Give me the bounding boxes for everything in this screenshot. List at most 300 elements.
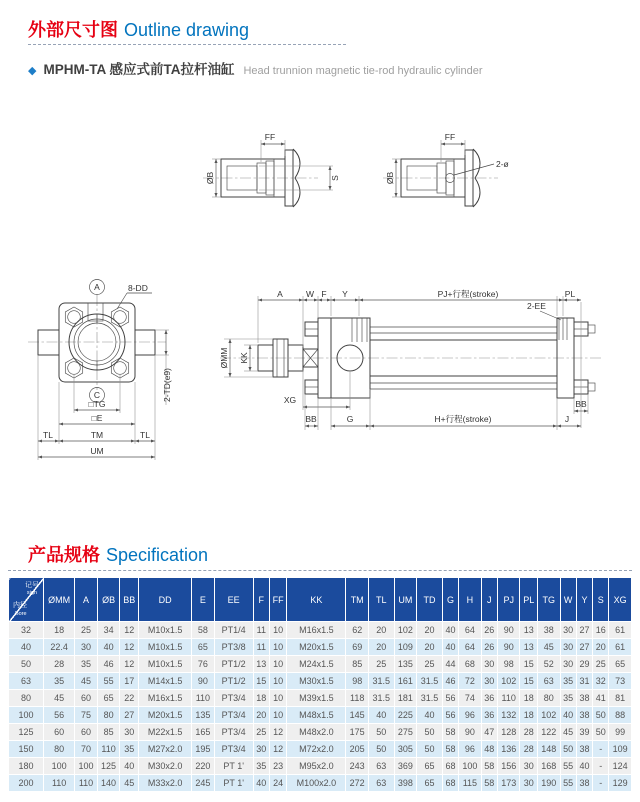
spec-value-cell: 45 [560,724,576,741]
balloon-c: C [93,390,101,400]
spec-value-cell: M95x2.0 [287,758,346,775]
spec-value-cell: 60 [44,724,75,741]
spec-value-cell: 50 [593,707,609,724]
column-header-PJ: PJ [497,578,520,622]
spec-value-cell: 30 [560,656,576,673]
spec-value-cell: 40 [368,707,394,724]
spec-value-cell: 34 [97,622,120,639]
spec-value-cell: 161 [394,673,417,690]
spec-value-cell: PT3/4 [214,690,253,707]
spec-section-title [28,541,208,567]
spec-value-cell: 305 [394,741,417,758]
spec-value-cell: 64 [459,622,482,639]
spec-value-cell: 80 [538,690,561,707]
spec-value-cell: 11 [253,622,269,639]
outline-title-divider [28,44,346,45]
column-header-ØB: ØB [97,578,120,622]
spec-value-cell: 31.5 [417,673,443,690]
column-header-KK: KK [287,578,346,622]
spec-row-125 [9,724,632,741]
spec-value-cell: 22 [120,690,139,707]
spec-value-cell: 30 [560,639,576,656]
spec-value-cell: 90 [192,673,215,690]
spec-value-cell: 96 [459,741,482,758]
spec-value-cell: 35 [75,656,98,673]
column-header-XG: XG [609,578,632,622]
spec-value-cell: 118 [346,690,369,707]
front-view [28,280,172,461]
detail-view-rod-left [203,132,340,207]
spec-value-cell: 20 [417,639,443,656]
spec-value-cell: 20 [417,622,443,639]
spec-value-cell: 30 [75,639,98,656]
spec-value-cell: 22.4 [44,639,75,656]
spec-value-cell: M10x1.5 [139,622,192,639]
spec-value-cell: 85 [346,656,369,673]
spec-value-cell: 63 [368,775,394,792]
column-header-TL: TL [368,578,394,622]
spec-value-cell: 13 [520,622,538,639]
spec-value-cell: 28 [520,724,538,741]
spec-value-cell: 275 [394,724,417,741]
spec-value-cell: PT1/2 [214,656,253,673]
spec-value-cell: 76 [192,656,215,673]
spec-value-cell: M100x2.0 [287,775,346,792]
spec-value-cell: - [593,758,609,775]
spec-columns-row [9,578,632,622]
spec-value-cell: 38 [576,707,592,724]
dim-label-h: H+行程(stroke) [434,414,492,424]
product-line [28,58,483,78]
spec-value-cell: 68 [442,758,458,775]
spec-value-cell: 10 [269,690,287,707]
dim-label-tg: □TG [88,399,106,409]
spec-value-cell: 90 [497,639,520,656]
spec-value-cell: 12 [269,724,287,741]
spec-value-cell: 65 [609,656,632,673]
spec-value-cell: 102 [394,622,417,639]
spec-value-cell: 45 [120,775,139,792]
dim-label-xg: XG [283,395,297,405]
column-header-A: A [75,578,98,622]
spec-value-cell: 38 [538,622,561,639]
spec-value-cell: 38 [576,775,592,792]
column-header-S: S [593,578,609,622]
spec-value-cell: 156 [497,758,520,775]
spec-value-cell: 25 [368,656,394,673]
spec-value-cell: 45 [75,673,98,690]
spec-value-cell: 195 [192,741,215,758]
spec-value-cell: 58 [481,775,497,792]
spec-value-cell: 55 [560,775,576,792]
side-view [219,289,602,430]
spec-value-cell: 135 [192,707,215,724]
spec-value-cell: 18 [253,690,269,707]
spec-value-cell: 28 [520,741,538,758]
spec-value-cell: 129 [609,775,632,792]
dim-label-pj: PJ+行程(stroke) [437,289,499,299]
spec-value-cell: PT 1' [214,758,253,775]
spec-value-cell: M27x2.0 [139,741,192,758]
column-header-F: F [253,578,269,622]
spec-value-cell: 39 [576,724,592,741]
spec-value-cell: 173 [497,775,520,792]
spec-value-cell: 30 [120,724,139,741]
spec-row-80 [9,690,632,707]
spec-value-cell: 140 [97,775,120,792]
spec-value-cell: 125 [97,758,120,775]
spec-table [8,577,632,792]
spec-value-cell: 30 [560,622,576,639]
spec-value-cell: 11 [253,639,269,656]
column-header-W: W [560,578,576,622]
spec-value-cell: 175 [346,724,369,741]
diamond-bullet-icon: ◆ [28,65,37,77]
spec-value-cell: 13 [520,639,538,656]
spec-value-cell: 17 [120,673,139,690]
spec-value-cell: 18 [520,690,538,707]
spec-value-cell: 31 [576,673,592,690]
spec-row-150 [9,741,632,758]
spec-value-cell: 35 [560,690,576,707]
spec-value-cell: M30x1.5 [287,673,346,690]
spec-value-cell: M72x2.0 [287,741,346,758]
dim-label-ff: FF [264,132,276,142]
spec-value-cell: 15 [520,673,538,690]
spec-value-cell: 25 [253,724,269,741]
spec-value-cell: 40 [560,707,576,724]
spec-value-cell: 29 [576,656,592,673]
spec-value-cell: M30x2.0 [139,758,192,775]
spec-value-cell: 27 [120,707,139,724]
spec-value-cell: M33x2.0 [139,775,192,792]
spec-value-cell: 75 [75,707,98,724]
bore-cell: 180 [9,758,44,775]
spec-value-cell: 85 [97,724,120,741]
spec-value-cell: 18 [520,707,538,724]
spec-value-cell: 398 [394,775,417,792]
corner-cell [9,578,44,622]
spec-value-cell: 102 [497,673,520,690]
column-header-H: H [459,578,482,622]
column-header-FF: FF [269,578,287,622]
spec-value-cell: M16x1.5 [287,622,346,639]
bore-cell: 100 [9,707,44,724]
spec-value-cell: 10 [269,622,287,639]
spec-value-cell: 68 [442,775,458,792]
dim-label-e: □E [91,413,103,423]
spec-value-cell: 56 [44,707,75,724]
bore-cell: 150 [9,741,44,758]
spec-value-cell: PT3/4 [214,707,253,724]
spec-value-cell: 35 [44,673,75,690]
spec-value-cell: 109 [609,741,632,758]
bore-cell: 32 [9,622,44,639]
spec-value-cell: 110 [75,775,98,792]
spec-value-cell: 30 [253,741,269,758]
corner-bore-zh: 内径 [13,602,27,609]
spec-value-cell: 90 [459,724,482,741]
spec-value-cell: 56 [442,690,458,707]
spec-value-cell: 190 [538,775,561,792]
spec-value-cell: 50 [417,741,443,758]
spec-value-cell: 13 [253,656,269,673]
spec-value-cell: 35 [560,673,576,690]
spec-value-cell: 50 [593,724,609,741]
spec-value-cell: 145 [346,707,369,724]
product-description-en: Head trunnion magnetic tie-rod hydraulic cylinder [243,65,483,77]
spec-value-cell: 90 [497,622,520,639]
spec-value-cell: 36 [481,690,497,707]
spec-value-cell: M20x1.5 [139,707,192,724]
spec-value-cell: 40 [442,639,458,656]
spec-value-cell: 58 [442,741,458,758]
spec-value-cell: 27 [576,622,592,639]
spec-value-cell: 31.5 [417,690,443,707]
spec-value-cell: M39x1.5 [287,690,346,707]
spec-value-cell: 63 [368,758,394,775]
spec-value-cell: 136 [497,741,520,758]
spec-value-cell: 128 [497,724,520,741]
spec-value-cell: 32 [593,673,609,690]
column-header-J: J [481,578,497,622]
bore-cell: 200 [9,775,44,792]
spec-value-cell: 55 [560,758,576,775]
spec-value-cell: 220 [192,758,215,775]
spec-value-cell: 40 [417,707,443,724]
spec-value-cell: 272 [346,775,369,792]
spec-value-cell: 18 [44,622,75,639]
spec-value-cell: 68 [459,656,482,673]
spec-value-cell: 10 [269,639,287,656]
outline-title-en: Outline drawing [124,20,250,40]
spec-value-cell: 70 [75,741,98,758]
spec-value-cell: 10 [269,656,287,673]
spec-row-180 [9,758,632,775]
corner-sign-zh: 记号 [25,582,39,589]
spec-value-cell: 35 [253,758,269,775]
spec-value-cell: 44 [442,656,458,673]
column-header-Y: Y [576,578,592,622]
dim-label-y: Y [342,289,348,299]
spec-value-cell: 124 [609,758,632,775]
column-header-BB: BB [120,578,139,622]
spec-value-cell: 38 [576,741,592,758]
spec-row-200 [9,775,632,792]
spec-value-cell: 24 [269,775,287,792]
column-header-TG: TG [538,578,561,622]
outline-drawing-svg [0,100,640,475]
spec-value-cell: 88 [609,707,632,724]
spec-value-cell: 65 [417,758,443,775]
spec-value-cell: 16 [593,622,609,639]
spec-value-cell: 73 [609,673,632,690]
column-header-UM: UM [394,578,417,622]
dim-label-ob: ØB [385,171,395,185]
spec-value-cell: 58 [481,758,497,775]
spec-value-cell: 225 [394,707,417,724]
spec-value-cell: 65 [192,639,215,656]
spec-value-cell: M20x1.5 [287,639,346,656]
spec-value-cell: M24x1.5 [287,656,346,673]
spec-value-cell: 20 [368,622,394,639]
spec-value-cell: 50 [417,724,443,741]
bore-cell: 80 [9,690,44,707]
spec-value-cell: 58 [192,622,215,639]
spec-value-cell: 40 [97,639,120,656]
spec-value-cell: 48 [481,741,497,758]
outline-title-zh: 外部尺寸图 [28,20,118,40]
detail-view-rod-right [383,132,509,207]
spec-title-en: Specification [106,545,209,565]
spec-value-cell: 20 [253,707,269,724]
spec-table-body [9,622,632,792]
dim-label-ff: FF [444,132,456,142]
bore-cell: 63 [9,673,44,690]
spec-value-cell: M48x1.5 [287,707,346,724]
spec-value-cell: 45 [538,639,561,656]
spec-value-cell: 100 [459,758,482,775]
dim-label-8dd: 8-DD [128,283,148,293]
spec-value-cell: 60 [75,724,98,741]
spec-value-cell: 81 [609,690,632,707]
bore-cell: 40 [9,639,44,656]
spec-value-cell: 58 [442,724,458,741]
dim-label-2td: 2-TD(e9) [162,367,172,403]
spec-value-cell: 110 [97,741,120,758]
dim-label-ob: ØB [205,171,215,185]
spec-value-cell: 69 [346,639,369,656]
spec-value-cell: 40 [576,758,592,775]
spec-value-cell: M48x2.0 [287,724,346,741]
spec-row-50 [9,656,632,673]
spec-value-cell: M22x1.5 [139,724,192,741]
spec-value-cell: M16x1.5 [139,690,192,707]
spec-value-cell: 25 [417,656,443,673]
spec-value-cell: 100 [75,758,98,775]
spec-value-cell: 369 [394,758,417,775]
spec-value-cell: 30 [481,656,497,673]
spec-value-cell: 74 [459,690,482,707]
spec-value-cell: M10x1.5 [139,656,192,673]
dim-label-um: UM [90,446,104,456]
spec-value-cell: 64 [459,639,482,656]
spec-value-cell: 62 [346,622,369,639]
spec-value-cell: 23 [269,758,287,775]
spec-value-cell: 65 [417,775,443,792]
spec-value-cell: 46 [97,656,120,673]
dim-label-tl-right: TL [140,430,150,440]
spec-value-cell: 50 [368,724,394,741]
spec-value-cell: 56 [442,707,458,724]
spec-value-cell: 80 [44,741,75,758]
spec-value-cell: 10 [269,707,287,724]
spec-value-cell: 135 [394,656,417,673]
spec-value-cell: 63 [538,673,561,690]
spec-value-cell: 243 [346,758,369,775]
dim-label-bb-left: BB [305,414,317,424]
spec-value-cell: 110 [497,690,520,707]
spec-value-cell: PT1/4 [214,622,253,639]
spec-value-cell: 12 [269,741,287,758]
dim-label-2-hole: 2-ø [496,159,509,169]
spec-value-cell: PT3/4 [214,724,253,741]
spec-value-cell: 115 [459,775,482,792]
spec-value-cell: 96 [459,707,482,724]
spec-value-cell: 245 [192,775,215,792]
spec-value-cell: 61 [609,622,632,639]
spec-value-cell: 52 [538,656,561,673]
spec-value-cell: 25 [593,656,609,673]
spec-value-cell: 10 [269,673,287,690]
dim-label-2ee: 2-EE [527,301,546,311]
spec-value-cell: 168 [538,758,561,775]
corner-bore-en: Bore [15,610,27,617]
spec-value-cell: 38 [576,690,592,707]
column-header-ØMM: ØMM [44,578,75,622]
spec-value-cell: 50 [368,741,394,758]
spec-value-cell: 61 [609,639,632,656]
spec-value-cell: 15 [520,656,538,673]
spec-value-cell: 148 [538,741,561,758]
column-header-E: E [192,578,215,622]
spec-value-cell: 98 [497,656,520,673]
spec-value-cell: 40 [442,622,458,639]
corner-sign-en: sign [26,590,37,596]
spec-value-cell: 109 [394,639,417,656]
spec-value-cell: PT3/8 [214,639,253,656]
spec-value-cell: M14x1.5 [139,673,192,690]
balloon-a: A [94,282,100,292]
spec-row-32 [9,622,632,639]
spec-value-cell: 65 [97,690,120,707]
dim-label-tm: TM [90,430,104,440]
spec-value-cell: 40 [120,758,139,775]
spec-value-cell: 45 [44,690,75,707]
spec-value-cell: 50 [560,741,576,758]
spec-value-cell: 12 [120,639,139,656]
dim-label-w: W [305,289,315,299]
spec-row-100 [9,707,632,724]
spec-value-cell: 27 [576,639,592,656]
column-header-DD: DD [139,578,192,622]
spec-value-cell: 31.5 [368,673,394,690]
dim-label-omm: ØMM [219,347,229,369]
spec-value-cell: 46 [442,673,458,690]
spec-value-cell: 25 [75,622,98,639]
spec-value-cell: PT3/4 [214,741,253,758]
spec-value-cell: 12 [120,656,139,673]
spec-value-cell: 99 [609,724,632,741]
spec-value-cell: 28 [44,656,75,673]
spec-row-63 [9,673,632,690]
spec-value-cell: 122 [538,724,561,741]
spec-value-cell: 40 [253,775,269,792]
spec-value-cell: 41 [593,690,609,707]
column-header-G: G [442,578,458,622]
spec-value-cell: 165 [192,724,215,741]
spec-row-40 [9,639,632,656]
spec-value-cell: M10x1.5 [139,639,192,656]
spec-value-cell: 132 [497,707,520,724]
spec-value-cell: 110 [44,775,75,792]
dim-label-j: J [564,414,570,424]
dim-label-a: A [277,289,283,299]
spec-value-cell: 35 [120,741,139,758]
dim-label-g: G [346,414,354,424]
spec-value-cell: - [593,775,609,792]
dim-label-s: S [330,175,340,181]
